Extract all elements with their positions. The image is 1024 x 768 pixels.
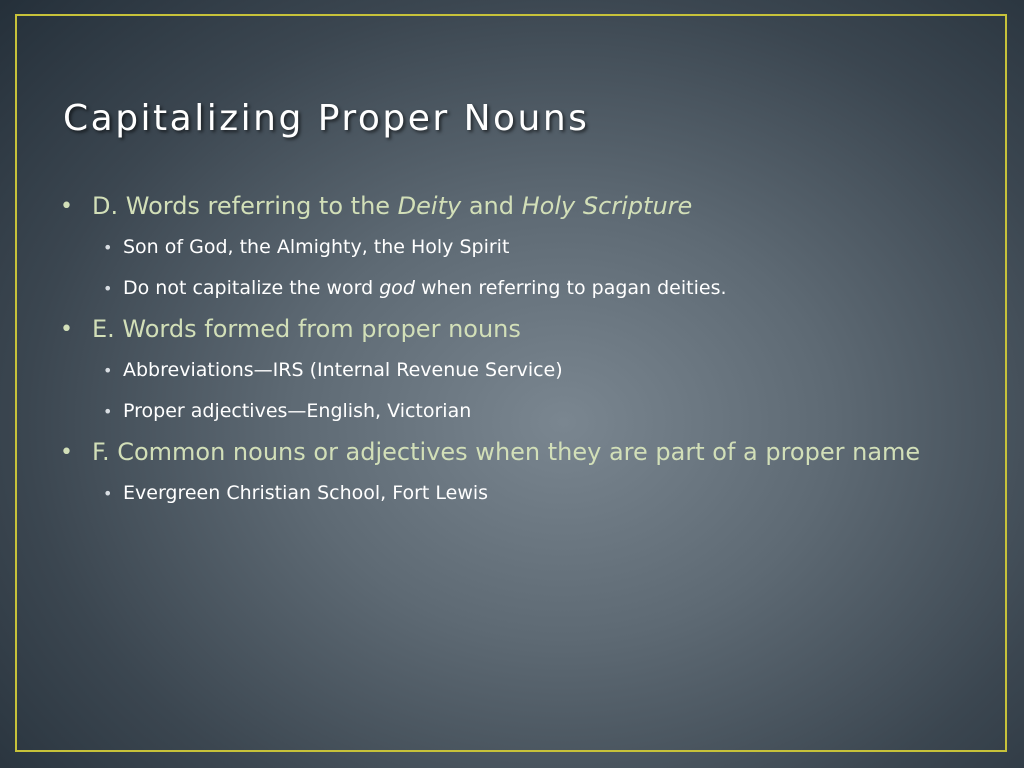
sub-bullet-d-1-text: Son of God, the Almighty, the Holy Spirit [123, 236, 510, 258]
sub-bullet-e-2 [60, 391, 960, 432]
bullet-d-and: and [461, 192, 522, 220]
sub-bullet-f-1 [60, 473, 960, 514]
bullet-dot-icon: • [60, 317, 73, 342]
sub-bullet-dot-icon: • [103, 361, 113, 380]
bullet-e [60, 309, 957, 350]
sub-bullet-f-1-text: Evergreen Christian School, Fort Lewis [123, 482, 489, 504]
sub-bullet-d-2-text: Do not capitalize the word [123, 277, 380, 299]
bullet-dot-icon: • [60, 440, 73, 465]
sub-bullet-dot-icon: • [103, 484, 113, 503]
sub-bullet-e-1-text: Abbreviations—IRS (Internal Revenue Service) [123, 359, 563, 381]
bullet-e-text: E. Words formed from proper nouns [92, 315, 521, 343]
sub-bullet-dot-icon: • [103, 238, 113, 257]
slide-title: Capitalizing Proper Nouns [63, 98, 590, 139]
bullet-d-scripture: Holy Scripture [521, 192, 693, 220]
sub-bullet-e-1 [60, 350, 960, 391]
sub-bullet-dot-icon: • [103, 402, 113, 421]
bullet-d-deity: Deity [397, 192, 462, 220]
slide-content [60, 186, 960, 514]
sub-bullet-d-2-rest: when referring to pagan deities. [414, 277, 727, 299]
bullet-d [60, 186, 957, 227]
sub-bullet-d-2 [60, 268, 960, 309]
bullet-d-text: D. Words referring to the [92, 192, 398, 220]
sub-bullet-dot-icon: • [103, 279, 113, 298]
bullet-f [60, 432, 957, 473]
bullet-f-text: F. Common nouns or adjectives when they are part of a proper name [92, 438, 921, 466]
sub-bullet-e-2-text: Proper adjectives—English, Victorian [123, 400, 472, 422]
sub-bullet-d-1 [60, 227, 960, 268]
sub-bullet-d-2-god: god [379, 277, 415, 299]
bullet-dot-icon: • [60, 194, 73, 219]
